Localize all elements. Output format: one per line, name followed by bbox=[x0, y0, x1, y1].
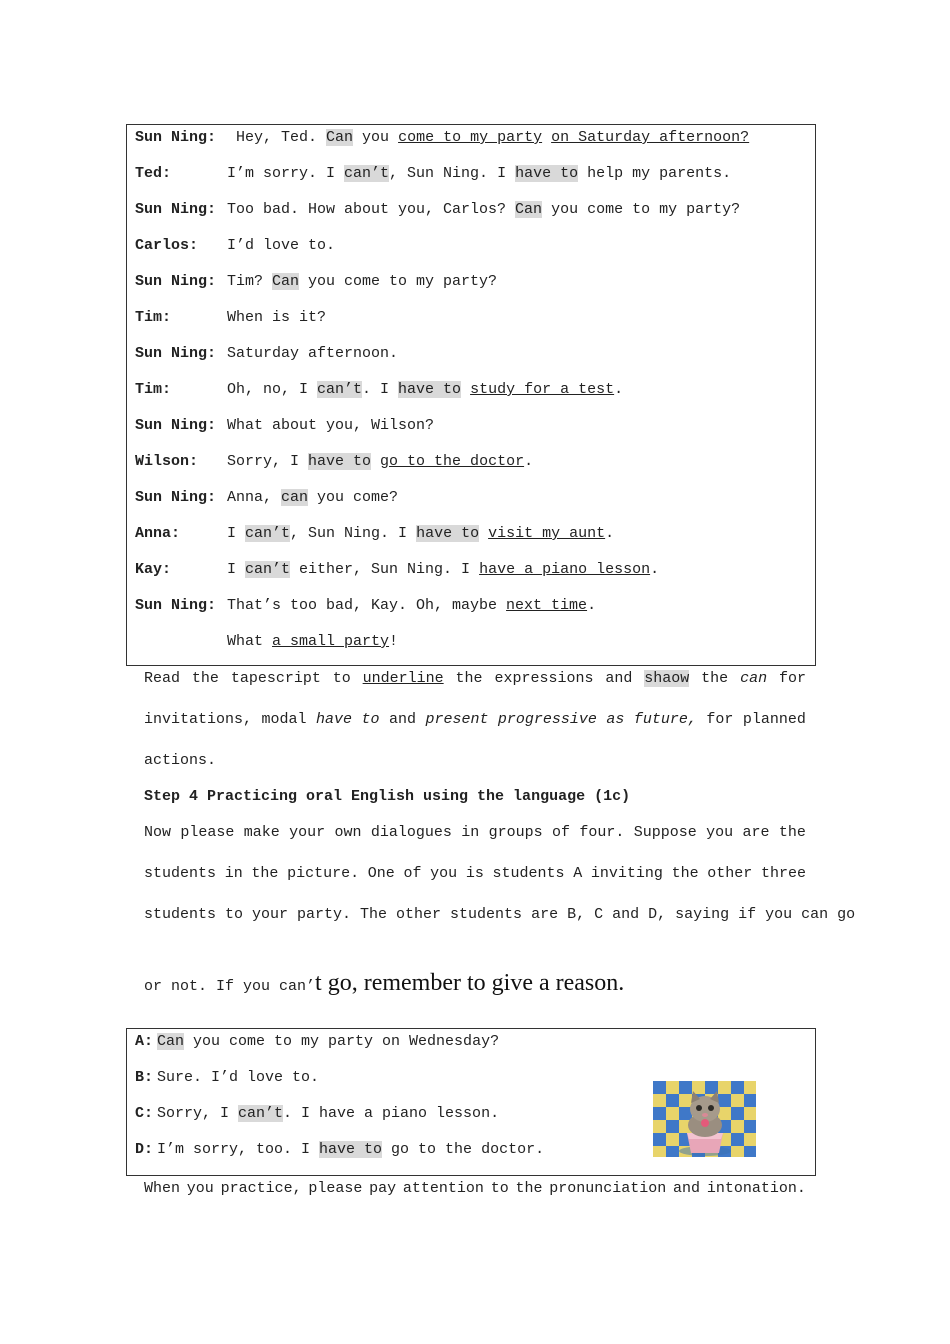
word: expressions bbox=[494, 670, 594, 687]
highlighted-phrase: Can bbox=[272, 273, 300, 290]
dialogue-text: . I have a piano lesson. bbox=[283, 1105, 500, 1122]
word: A bbox=[573, 865, 583, 882]
highlighted-phrase: have to bbox=[416, 525, 480, 542]
dialogue-text: . bbox=[524, 453, 534, 470]
dialogue-text: I’m sorry. I bbox=[227, 165, 345, 182]
dialogue-line bbox=[135, 597, 596, 614]
dialogue-text: either, Sun Ning. I bbox=[290, 561, 480, 578]
underlined-phrase: have a piano lesson bbox=[479, 561, 651, 578]
dialogue-text: you come to my party on Wednesday? bbox=[184, 1033, 500, 1050]
dialogue-text: I bbox=[227, 525, 246, 542]
word: the bbox=[455, 670, 483, 687]
highlighted-phrase: have to bbox=[308, 453, 372, 470]
practice-dialogue-box bbox=[126, 1028, 816, 1176]
word: Now bbox=[144, 824, 172, 841]
highlighted-phrase: have to bbox=[398, 381, 462, 398]
underlined-phrase: go to the doctor bbox=[380, 453, 525, 470]
word: inviting bbox=[590, 865, 663, 882]
dialogue-line bbox=[135, 561, 659, 578]
word: tapescript bbox=[230, 670, 321, 687]
word: practice, bbox=[220, 1180, 302, 1197]
kitten-cupcake-image bbox=[653, 1081, 756, 1157]
underlined-phrase: visit my aunt bbox=[488, 525, 606, 542]
step-4-line-1 bbox=[144, 824, 806, 841]
speaker-name: Sun Ning: bbox=[135, 129, 217, 146]
dialogue-text: help my parents. bbox=[578, 165, 732, 182]
dialogue-text: you come? bbox=[308, 489, 399, 506]
dialogue-text: . bbox=[587, 597, 597, 614]
dialogue-text: Sorry, I bbox=[157, 1105, 239, 1122]
speaker-name: Ted: bbox=[135, 165, 172, 182]
dialogue-text: you bbox=[353, 129, 399, 146]
word: for bbox=[706, 711, 734, 728]
word: please bbox=[308, 1180, 363, 1197]
dialogue-box bbox=[126, 124, 816, 666]
dialogue-text: go to the doctor. bbox=[382, 1141, 545, 1158]
word: of bbox=[403, 865, 422, 882]
word: underline bbox=[362, 670, 444, 687]
underlined-phrase: on Saturday afternoon? bbox=[551, 129, 750, 146]
highlighted-phrase: Can bbox=[326, 129, 354, 146]
dialogue-text: . bbox=[605, 525, 615, 542]
instruction-line-1 bbox=[144, 670, 806, 687]
dialogue-text bbox=[461, 381, 470, 398]
word: to bbox=[332, 670, 351, 687]
dialogue-line bbox=[135, 273, 497, 290]
highlighted-phrase: can’t bbox=[317, 381, 363, 398]
speaker-name: Sun Ning: bbox=[135, 273, 217, 290]
instruction-line-2 bbox=[144, 711, 806, 728]
word: pronunciation bbox=[549, 1180, 667, 1197]
dialogue-line bbox=[135, 165, 731, 182]
word: you bbox=[430, 865, 458, 882]
speaker-name: Anna: bbox=[135, 525, 181, 542]
speaker-name: Sun Ning: bbox=[135, 201, 217, 218]
highlighted-phrase: Can bbox=[157, 1033, 185, 1050]
word: modal bbox=[261, 711, 307, 728]
word: future, bbox=[633, 711, 697, 728]
step-4-line-4 bbox=[144, 970, 806, 997]
closing-instruction bbox=[144, 1180, 806, 1197]
word: to bbox=[490, 1180, 509, 1197]
word: dialogues bbox=[370, 824, 452, 841]
dialogue-text: What bbox=[227, 633, 273, 650]
word: invitations, bbox=[144, 711, 253, 728]
speaker-name: Tim: bbox=[135, 309, 172, 326]
speaker-name: Sun Ning: bbox=[135, 345, 217, 362]
word: three bbox=[760, 865, 806, 882]
highlighted-phrase: have to bbox=[515, 165, 579, 182]
practice-line bbox=[135, 1069, 319, 1086]
dialogue-text: ! bbox=[389, 633, 399, 650]
dialogue-text: Sorry, I bbox=[227, 453, 309, 470]
dialogue-line bbox=[135, 381, 623, 398]
speaker-name: A: bbox=[135, 1033, 154, 1050]
word: attention bbox=[402, 1180, 484, 1197]
underlined-phrase: study for a test bbox=[470, 381, 615, 398]
word: pay bbox=[369, 1180, 397, 1197]
underlined-phrase: next time bbox=[506, 597, 588, 614]
dialogue-text: , Sun Ning. I bbox=[389, 165, 516, 182]
speaker-name: Tim: bbox=[135, 381, 172, 398]
word: is bbox=[465, 865, 484, 882]
dialogue-text: I bbox=[227, 561, 246, 578]
word: own bbox=[334, 824, 362, 841]
dialogue-text: Oh, no, I bbox=[227, 381, 318, 398]
word: When bbox=[144, 1180, 181, 1197]
dialogue-text: . I bbox=[362, 381, 399, 398]
dialogue-text: What about you, Wilson? bbox=[227, 417, 435, 434]
dialogue-line bbox=[135, 345, 398, 362]
underlined-phrase: come to my party bbox=[398, 129, 543, 146]
highlighted-phrase: Can bbox=[515, 201, 543, 218]
speaker-name: B: bbox=[135, 1069, 154, 1086]
dialogue-line bbox=[135, 129, 749, 146]
word: other bbox=[707, 865, 753, 882]
dialogue-line bbox=[135, 237, 335, 254]
word: and bbox=[605, 670, 633, 687]
speaker-name: C: bbox=[135, 1105, 154, 1122]
speaker-name: Kay: bbox=[135, 561, 172, 578]
word: you bbox=[706, 824, 734, 841]
word: in bbox=[461, 824, 480, 841]
dialogue-text: Sure. I’d love to. bbox=[157, 1069, 320, 1086]
dialogue-text: , Sun Ning. I bbox=[290, 525, 417, 542]
word: picture. bbox=[287, 865, 360, 882]
dialogue-text: . bbox=[614, 381, 624, 398]
practice-line bbox=[135, 1033, 499, 1050]
word: as bbox=[606, 711, 625, 728]
dialogue-line bbox=[135, 489, 398, 506]
dialogue-text: I’m sorry, too. I bbox=[157, 1141, 320, 1158]
word: in bbox=[224, 865, 243, 882]
step-4-line-2 bbox=[144, 865, 806, 882]
highlighted-phrase: can’t bbox=[245, 561, 291, 578]
word: have bbox=[315, 711, 352, 728]
dialogue-text bbox=[479, 525, 488, 542]
dialogue-text: Anna, bbox=[227, 489, 282, 506]
word: the bbox=[191, 670, 219, 687]
step-4-line-3: students to your party. The other students are B, C and D, saying if you can go bbox=[144, 906, 856, 923]
dialogue-text: Too bad. How about you, Carlos? bbox=[227, 201, 516, 218]
speaker-name: Sun Ning: bbox=[135, 417, 217, 434]
dialogue-text: Hey, Ted. bbox=[227, 129, 327, 146]
dialogue-text: Tim? bbox=[227, 273, 273, 290]
word: and bbox=[388, 711, 416, 728]
speaker-name: Wilson: bbox=[135, 453, 199, 470]
word: students bbox=[144, 865, 217, 882]
step-4-line-4-small: or not. If you can’ bbox=[144, 978, 316, 995]
dialogue-text: Saturday afternoon. bbox=[227, 345, 399, 362]
dialogue-line bbox=[135, 417, 434, 434]
speaker-name: Carlos: bbox=[135, 237, 199, 254]
word: groups bbox=[488, 824, 543, 841]
word: the bbox=[515, 1180, 543, 1197]
highlighted-phrase: can’t bbox=[245, 525, 291, 542]
practice-line bbox=[135, 1105, 499, 1122]
dialogue-line bbox=[135, 633, 398, 650]
word: to bbox=[361, 711, 380, 728]
word: the bbox=[778, 824, 806, 841]
word: the bbox=[251, 865, 279, 882]
practice-line bbox=[135, 1141, 544, 1158]
highlighted-phrase: can bbox=[281, 489, 309, 506]
word: intonation. bbox=[706, 1180, 806, 1197]
step-4-line-4-large: t go, remember to give a reason. bbox=[315, 970, 625, 996]
word: and bbox=[673, 1180, 701, 1197]
dialogue-line bbox=[135, 201, 740, 218]
step-4-title: Step 4 Practicing oral English using the language (1c) bbox=[144, 788, 631, 805]
word: can bbox=[740, 670, 768, 687]
dialogue-text: I’d love to. bbox=[227, 237, 336, 254]
highlighted-phrase: have to bbox=[319, 1141, 383, 1158]
word: Read bbox=[144, 670, 181, 687]
word: make bbox=[243, 824, 280, 841]
word: present bbox=[425, 711, 489, 728]
dialogue-text: you come to my party? bbox=[299, 273, 498, 290]
dialogue-text: you come to my party? bbox=[542, 201, 741, 218]
highlighted-phrase: can’t bbox=[238, 1105, 284, 1122]
word: shaow bbox=[644, 670, 690, 687]
dialogue-text bbox=[371, 453, 380, 470]
dialogue-line bbox=[135, 525, 614, 542]
dialogue-text bbox=[542, 129, 551, 146]
word: your bbox=[289, 824, 326, 841]
speaker-name: D: bbox=[135, 1141, 154, 1158]
dialogue-line bbox=[135, 453, 533, 470]
dialogue-text: . bbox=[650, 561, 660, 578]
word: please bbox=[180, 824, 235, 841]
word: One bbox=[367, 865, 395, 882]
underlined-phrase: a small party bbox=[272, 633, 390, 650]
dialogue-text: When is it? bbox=[227, 309, 327, 326]
word: Suppose bbox=[633, 824, 697, 841]
word: the bbox=[701, 670, 729, 687]
word: the bbox=[671, 865, 699, 882]
speaker-name: Sun Ning: bbox=[135, 597, 217, 614]
dialogue-line bbox=[135, 309, 326, 326]
word: four. bbox=[579, 824, 625, 841]
word: for bbox=[778, 670, 806, 687]
dialogue-text: That’s too bad, Kay. Oh, maybe bbox=[227, 597, 507, 614]
instruction-line-3: actions. bbox=[144, 752, 217, 769]
word: students bbox=[492, 865, 565, 882]
word: planned bbox=[742, 711, 806, 728]
speaker-name: Sun Ning: bbox=[135, 489, 217, 506]
word: you bbox=[186, 1180, 214, 1197]
word: progressive bbox=[497, 711, 597, 728]
highlighted-phrase: can’t bbox=[344, 165, 390, 182]
word: are bbox=[742, 824, 770, 841]
word: of bbox=[552, 824, 571, 841]
